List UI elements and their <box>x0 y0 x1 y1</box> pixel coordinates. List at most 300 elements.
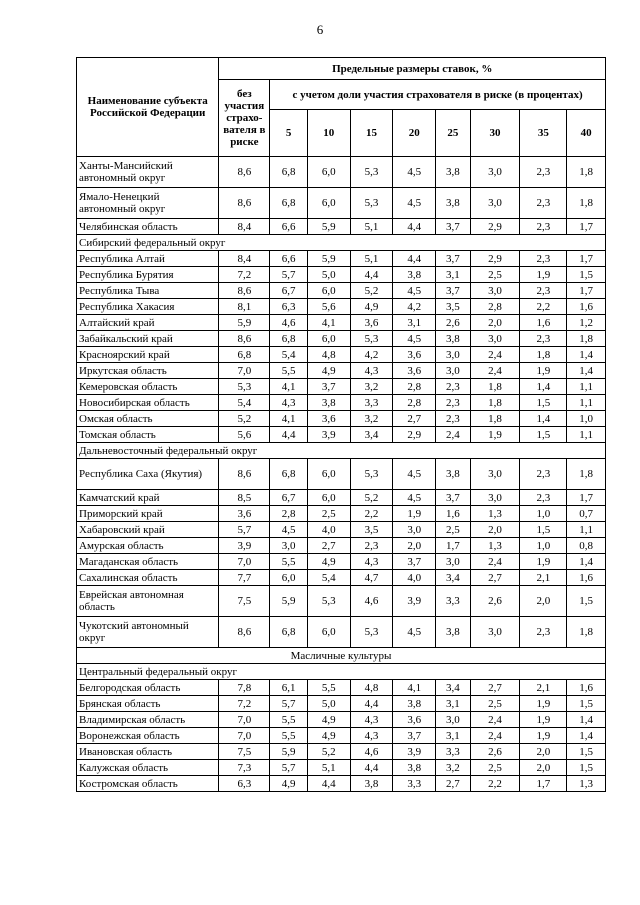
rate-share-10: 4,9 <box>307 712 350 728</box>
region-name: Республика Хакасия <box>77 299 219 315</box>
rate-share-35: 1,0 <box>520 506 567 522</box>
rate-share-35: 1,9 <box>520 363 567 379</box>
rate-share-20: 3,6 <box>393 363 436 379</box>
rate-share-30: 2,2 <box>470 776 520 792</box>
rate-share-10: 5,2 <box>307 744 350 760</box>
rate-share-15: 4,6 <box>350 586 393 617</box>
rate-share-15: 3,4 <box>350 427 393 443</box>
region-name: Сахалинская область <box>77 570 219 586</box>
table-row <box>77 776 606 792</box>
rate-share-20: 3,0 <box>393 522 436 538</box>
rate-share-35: 2,3 <box>520 157 567 188</box>
rate-share-25: 3,8 <box>436 331 471 347</box>
rate-share-15: 4,3 <box>350 728 393 744</box>
rate-share-10: 5,0 <box>307 696 350 712</box>
table-row <box>77 427 606 443</box>
rate-share-25: 3,0 <box>436 712 471 728</box>
share-header-35: 35 <box>520 110 567 157</box>
rate-share-35: 2,0 <box>520 744 567 760</box>
rate-share-20: 3,8 <box>393 696 436 712</box>
rate-share-40: 1,5 <box>567 744 606 760</box>
rate-no-participation: 8,4 <box>219 219 270 235</box>
table-row <box>77 188 606 219</box>
table-row <box>77 267 606 283</box>
rate-share-5: 5,4 <box>270 347 308 363</box>
rate-share-5: 4,3 <box>270 395 308 411</box>
rate-share-15: 4,4 <box>350 267 393 283</box>
rate-share-10: 3,6 <box>307 411 350 427</box>
share-header-30: 30 <box>470 110 520 157</box>
rate-share-5: 5,7 <box>270 760 308 776</box>
rate-share-35: 1,9 <box>520 267 567 283</box>
table-row <box>77 395 606 411</box>
rate-share-25: 2,3 <box>436 379 471 395</box>
rate-share-10: 5,1 <box>307 760 350 776</box>
rate-share-25: 2,6 <box>436 315 471 331</box>
region-name: Калужская область <box>77 760 219 776</box>
rate-share-35: 1,5 <box>520 522 567 538</box>
share-header-20: 20 <box>393 110 436 157</box>
rate-share-35: 2,1 <box>520 680 567 696</box>
no-participation-header: без участия страхо-вателя в риске <box>219 80 270 157</box>
rate-share-25: 2,4 <box>436 427 471 443</box>
table-row <box>77 299 606 315</box>
rate-share-10: 2,5 <box>307 506 350 522</box>
rate-share-10: 6,0 <box>307 617 350 648</box>
table-row <box>77 728 606 744</box>
section-heading: Дальневосточный федеральный округ <box>77 443 606 459</box>
rate-share-5: 6,6 <box>270 219 308 235</box>
table-row <box>77 347 606 363</box>
rate-share-35: 1,0 <box>520 538 567 554</box>
rate-share-5: 2,8 <box>270 506 308 522</box>
rate-share-40: 1,3 <box>567 776 606 792</box>
rate-no-participation: 8,6 <box>219 459 270 490</box>
rate-share-5: 6,8 <box>270 331 308 347</box>
rate-share-35: 1,9 <box>520 712 567 728</box>
rate-no-participation: 7,5 <box>219 744 270 760</box>
rate-share-20: 1,9 <box>393 506 436 522</box>
rate-share-25: 3,4 <box>436 680 471 696</box>
section-row <box>77 648 606 664</box>
rate-share-40: 1,4 <box>567 554 606 570</box>
rate-share-15: 5,3 <box>350 459 393 490</box>
table-row <box>77 522 606 538</box>
rate-share-20: 2,0 <box>393 538 436 554</box>
rate-share-10: 4,9 <box>307 554 350 570</box>
rate-share-15: 3,3 <box>350 395 393 411</box>
rate-share-35: 2,3 <box>520 283 567 299</box>
table-row <box>77 554 606 570</box>
rate-share-20: 4,5 <box>393 188 436 219</box>
rate-share-25: 3,5 <box>436 299 471 315</box>
rate-share-15: 5,3 <box>350 157 393 188</box>
rate-share-10: 6,0 <box>307 331 350 347</box>
rate-share-40: 1,5 <box>567 696 606 712</box>
rate-share-20: 4,5 <box>393 617 436 648</box>
rate-share-20: 4,2 <box>393 299 436 315</box>
rate-no-participation: 6,8 <box>219 347 270 363</box>
rate-share-35: 1,4 <box>520 379 567 395</box>
rate-share-10: 3,8 <box>307 395 350 411</box>
rate-share-35: 2,3 <box>520 459 567 490</box>
rate-share-25: 3,1 <box>436 267 471 283</box>
rate-no-participation: 7,7 <box>219 570 270 586</box>
rate-share-15: 4,4 <box>350 760 393 776</box>
rate-share-20: 2,8 <box>393 379 436 395</box>
rate-share-35: 2,1 <box>520 570 567 586</box>
rate-no-participation: 5,7 <box>219 522 270 538</box>
rate-share-35: 2,2 <box>520 299 567 315</box>
table-row <box>77 363 606 379</box>
region-name: Владимирская область <box>77 712 219 728</box>
rate-share-25: 2,5 <box>436 522 471 538</box>
rate-share-30: 3,0 <box>470 490 520 506</box>
rate-share-20: 4,5 <box>393 331 436 347</box>
rate-share-25: 3,1 <box>436 728 471 744</box>
region-name: Камчатский край <box>77 490 219 506</box>
rate-share-25: 3,7 <box>436 283 471 299</box>
table-row <box>77 696 606 712</box>
rate-share-35: 1,9 <box>520 554 567 570</box>
section-heading: Масличные культуры <box>77 648 606 664</box>
rate-no-participation: 8,1 <box>219 299 270 315</box>
rate-share-30: 3,0 <box>470 157 520 188</box>
region-name: Томская область <box>77 427 219 443</box>
share-header-40: 40 <box>567 110 606 157</box>
rate-share-15: 4,7 <box>350 570 393 586</box>
rate-no-participation: 7,5 <box>219 586 270 617</box>
table-row <box>77 459 606 490</box>
rate-share-10: 4,0 <box>307 522 350 538</box>
rate-share-30: 1,9 <box>470 427 520 443</box>
rate-share-20: 2,7 <box>393 411 436 427</box>
rate-no-participation: 7,0 <box>219 363 270 379</box>
rate-share-15: 2,3 <box>350 538 393 554</box>
rate-share-40: 1,2 <box>567 315 606 331</box>
rate-share-10: 5,9 <box>307 251 350 267</box>
rate-no-participation: 8,6 <box>219 188 270 219</box>
rate-share-30: 3,0 <box>470 617 520 648</box>
rate-share-40: 1,6 <box>567 680 606 696</box>
share-header-25: 25 <box>436 110 471 157</box>
region-name: Амурская область <box>77 538 219 554</box>
rate-share-15: 4,4 <box>350 696 393 712</box>
rate-share-35: 1,4 <box>520 411 567 427</box>
region-name: Челябинская область <box>77 219 219 235</box>
rate-share-40: 1,7 <box>567 490 606 506</box>
rate-share-40: 1,8 <box>567 459 606 490</box>
rate-share-5: 4,1 <box>270 379 308 395</box>
rate-share-30: 3,0 <box>470 283 520 299</box>
table-row <box>77 379 606 395</box>
rate-share-40: 1,1 <box>567 522 606 538</box>
rate-no-participation: 3,9 <box>219 538 270 554</box>
rate-no-participation: 7,2 <box>219 696 270 712</box>
rate-share-15: 3,8 <box>350 776 393 792</box>
rate-share-40: 1,7 <box>567 251 606 267</box>
rate-no-participation: 5,2 <box>219 411 270 427</box>
table-row <box>77 506 606 522</box>
rate-share-30: 2,5 <box>470 760 520 776</box>
region-name: Белгородская область <box>77 680 219 696</box>
rate-share-30: 3,0 <box>470 459 520 490</box>
region-name: Республика Бурятия <box>77 267 219 283</box>
share-header-15: 15 <box>350 110 393 157</box>
share-header-10: 10 <box>307 110 350 157</box>
rate-no-participation: 6,3 <box>219 776 270 792</box>
rate-share-35: 2,3 <box>520 219 567 235</box>
section-row <box>77 443 606 459</box>
rate-share-15: 3,5 <box>350 522 393 538</box>
region-name: Приморский край <box>77 506 219 522</box>
rate-share-30: 2,5 <box>470 696 520 712</box>
rate-share-25: 3,4 <box>436 570 471 586</box>
rate-share-25: 3,3 <box>436 744 471 760</box>
rate-share-40: 1,8 <box>567 331 606 347</box>
rate-share-10: 5,0 <box>307 267 350 283</box>
rate-share-35: 1,9 <box>520 696 567 712</box>
rate-share-15: 5,3 <box>350 617 393 648</box>
rate-share-40: 1,8 <box>567 157 606 188</box>
rate-share-5: 6,8 <box>270 459 308 490</box>
rate-share-10: 4,9 <box>307 728 350 744</box>
rate-share-15: 4,3 <box>350 712 393 728</box>
rate-share-5: 6,7 <box>270 283 308 299</box>
rate-share-40: 1,4 <box>567 728 606 744</box>
rate-share-35: 2,3 <box>520 251 567 267</box>
rate-share-20: 4,4 <box>393 251 436 267</box>
rate-share-15: 5,1 <box>350 251 393 267</box>
share-header-5: 5 <box>270 110 308 157</box>
rate-no-participation: 5,9 <box>219 315 270 331</box>
rate-share-25: 3,3 <box>436 586 471 617</box>
rate-share-10: 6,0 <box>307 188 350 219</box>
rate-share-30: 3,0 <box>470 188 520 219</box>
rate-share-5: 6,0 <box>270 570 308 586</box>
rate-share-40: 1,0 <box>567 411 606 427</box>
region-name: Брянская область <box>77 696 219 712</box>
rate-share-30: 2,4 <box>470 347 520 363</box>
rate-share-30: 2,0 <box>470 315 520 331</box>
rate-share-10: 3,7 <box>307 379 350 395</box>
rate-no-participation: 7,8 <box>219 680 270 696</box>
rate-no-participation: 8,6 <box>219 283 270 299</box>
rate-share-20: 3,7 <box>393 554 436 570</box>
rate-share-5: 3,0 <box>270 538 308 554</box>
rate-no-participation: 8,6 <box>219 157 270 188</box>
rate-share-20: 4,5 <box>393 283 436 299</box>
rate-share-20: 4,5 <box>393 490 436 506</box>
section-heading: Центральный федеральный округ <box>77 664 606 680</box>
rate-share-25: 3,2 <box>436 760 471 776</box>
region-name: Кемеровская область <box>77 379 219 395</box>
section-heading: Сибирский федеральный округ <box>77 235 606 251</box>
rate-share-10: 6,0 <box>307 490 350 506</box>
table-row <box>77 490 606 506</box>
rate-share-30: 2,5 <box>470 267 520 283</box>
rate-share-40: 1,1 <box>567 427 606 443</box>
rate-share-5: 4,4 <box>270 427 308 443</box>
rate-share-5: 5,5 <box>270 712 308 728</box>
rate-share-30: 2,7 <box>470 680 520 696</box>
rate-share-15: 3,2 <box>350 379 393 395</box>
rate-share-35: 2,3 <box>520 188 567 219</box>
table-row <box>77 331 606 347</box>
table-row <box>77 411 606 427</box>
rate-share-40: 0,7 <box>567 506 606 522</box>
rate-share-20: 3,1 <box>393 315 436 331</box>
region-name: Ямало-Ненецкий автономный округ <box>77 188 219 219</box>
rate-share-35: 1,7 <box>520 776 567 792</box>
rate-share-25: 3,7 <box>436 251 471 267</box>
with-share-header: с учетом доли участия страхователя в риске (в процентах) <box>270 80 606 110</box>
region-name: Воронежская область <box>77 728 219 744</box>
rate-share-10: 3,9 <box>307 427 350 443</box>
rates-table <box>76 57 606 792</box>
table-row <box>77 157 606 188</box>
rate-share-10: 2,7 <box>307 538 350 554</box>
rate-share-5: 6,6 <box>270 251 308 267</box>
rate-no-participation: 5,3 <box>219 379 270 395</box>
rate-share-40: 1,5 <box>567 267 606 283</box>
rate-share-10: 5,5 <box>307 680 350 696</box>
rate-share-30: 2,4 <box>470 712 520 728</box>
rate-share-30: 2,4 <box>470 554 520 570</box>
rate-share-10: 5,4 <box>307 570 350 586</box>
section-row <box>77 235 606 251</box>
rate-share-15: 5,3 <box>350 331 393 347</box>
rate-share-15: 3,6 <box>350 315 393 331</box>
region-name: Чукотский автономный округ <box>77 617 219 648</box>
region-name: Новосибирская область <box>77 395 219 411</box>
rate-share-35: 2,0 <box>520 586 567 617</box>
region-name: Еврейская автономная область <box>77 586 219 617</box>
rate-share-20: 3,8 <box>393 760 436 776</box>
rate-share-40: 1,5 <box>567 586 606 617</box>
rate-share-30: 1,3 <box>470 506 520 522</box>
rate-share-25: 3,8 <box>436 459 471 490</box>
rate-no-participation: 8,6 <box>219 331 270 347</box>
rate-share-20: 3,7 <box>393 728 436 744</box>
rate-share-20: 3,3 <box>393 776 436 792</box>
rate-share-30: 2,4 <box>470 728 520 744</box>
region-name: Омская область <box>77 411 219 427</box>
rate-share-15: 2,2 <box>350 506 393 522</box>
subject-column-header: Наименование субъекта Российской Федерации <box>77 58 219 157</box>
rate-share-30: 2,9 <box>470 251 520 267</box>
rate-share-5: 6,8 <box>270 617 308 648</box>
rate-share-15: 4,2 <box>350 347 393 363</box>
rate-share-5: 5,9 <box>270 744 308 760</box>
rate-share-5: 6,7 <box>270 490 308 506</box>
rate-no-participation: 7,3 <box>219 760 270 776</box>
rate-share-5: 6,3 <box>270 299 308 315</box>
rate-share-15: 5,2 <box>350 490 393 506</box>
region-name: Алтайский край <box>77 315 219 331</box>
rate-no-participation: 3,6 <box>219 506 270 522</box>
rate-share-25: 3,1 <box>436 696 471 712</box>
rate-share-15: 3,2 <box>350 411 393 427</box>
region-name: Иркутская область <box>77 363 219 379</box>
rate-share-25: 3,8 <box>436 617 471 648</box>
rate-share-15: 4,9 <box>350 299 393 315</box>
rate-share-20: 2,9 <box>393 427 436 443</box>
rate-share-40: 1,4 <box>567 712 606 728</box>
rate-share-25: 3,7 <box>436 219 471 235</box>
rate-share-30: 2,6 <box>470 744 520 760</box>
region-name: Костромская область <box>77 776 219 792</box>
rate-share-20: 4,1 <box>393 680 436 696</box>
rate-share-35: 2,3 <box>520 331 567 347</box>
rate-share-35: 1,5 <box>520 395 567 411</box>
rate-share-5: 6,8 <box>270 157 308 188</box>
rate-share-30: 1,3 <box>470 538 520 554</box>
rate-share-20: 4,5 <box>393 459 436 490</box>
rate-share-15: 5,2 <box>350 283 393 299</box>
rate-no-participation: 7,2 <box>219 267 270 283</box>
rate-share-40: 1,8 <box>567 188 606 219</box>
rate-share-5: 6,8 <box>270 188 308 219</box>
table-row <box>77 617 606 648</box>
region-name: Республика Саха (Якутия) <box>77 459 219 490</box>
rate-share-5: 5,5 <box>270 554 308 570</box>
rates-title-header: Предельные размеры ставок, % <box>219 58 606 80</box>
rate-share-30: 2,9 <box>470 219 520 235</box>
rate-share-5: 5,5 <box>270 363 308 379</box>
rate-no-participation: 7,0 <box>219 554 270 570</box>
rate-share-40: 1,5 <box>567 760 606 776</box>
region-name: Ханты-Мансийский автономный округ <box>77 157 219 188</box>
rate-share-40: 1,8 <box>567 617 606 648</box>
rate-share-10: 4,1 <box>307 315 350 331</box>
rate-share-20: 3,6 <box>393 347 436 363</box>
rate-share-30: 2,6 <box>470 586 520 617</box>
table-row <box>77 538 606 554</box>
rate-share-20: 3,9 <box>393 586 436 617</box>
rate-share-20: 4,4 <box>393 219 436 235</box>
region-name: Красноярский край <box>77 347 219 363</box>
rate-no-participation: 8,6 <box>219 617 270 648</box>
rate-share-40: 1,7 <box>567 283 606 299</box>
rate-share-30: 2,4 <box>470 363 520 379</box>
rate-share-10: 4,8 <box>307 347 350 363</box>
rate-share-5: 4,6 <box>270 315 308 331</box>
table-row <box>77 219 606 235</box>
rate-no-participation: 5,6 <box>219 427 270 443</box>
rate-share-10: 6,0 <box>307 459 350 490</box>
rate-share-15: 5,3 <box>350 188 393 219</box>
table-row <box>77 680 606 696</box>
rate-share-25: 3,8 <box>436 188 471 219</box>
rate-share-10: 6,0 <box>307 157 350 188</box>
rate-share-5: 5,9 <box>270 586 308 617</box>
rate-share-20: 4,5 <box>393 157 436 188</box>
rate-share-30: 2,0 <box>470 522 520 538</box>
region-name: Магаданская область <box>77 554 219 570</box>
rate-share-15: 4,8 <box>350 680 393 696</box>
page-number: 6 <box>316 22 324 37</box>
rate-share-40: 0,8 <box>567 538 606 554</box>
rate-share-35: 1,5 <box>520 427 567 443</box>
rate-share-25: 2,7 <box>436 776 471 792</box>
region-name: Республика Алтай <box>77 251 219 267</box>
rate-share-30: 2,8 <box>470 299 520 315</box>
rate-share-15: 4,6 <box>350 744 393 760</box>
rate-no-participation: 8,5 <box>219 490 270 506</box>
rate-share-35: 1,8 <box>520 347 567 363</box>
rate-share-25: 2,3 <box>436 395 471 411</box>
